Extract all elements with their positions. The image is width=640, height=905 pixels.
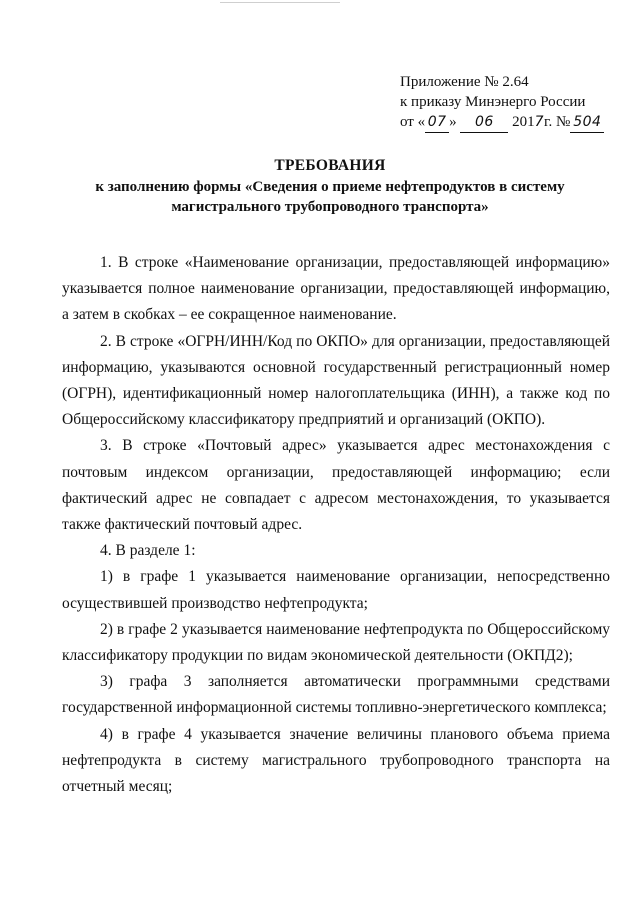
paragraph-4-item-4: 4) в графе 4 указывается значение величины планового объема приема нефтепродукта в систему магистрального трубопроводного транспорта на отчетный месяц; [62, 725, 610, 796]
paragraph-4-item-1: 1) в графе 1 указывается наименование организации, непосредственно осуществившей производство нефтепродукта; [62, 568, 610, 612]
order-day: 07 [425, 112, 449, 133]
order-date-line [400, 112, 610, 133]
order-number: 504 [570, 112, 604, 133]
document-heading [40, 156, 620, 217]
paragraph-1: 1. В строке «Наименование организации, предоставляющей информацию» указывается полное наименование организации, предоставляющей информацию, а затем в скобках – ее сокращенное наименование. [62, 254, 610, 324]
appendix-block [400, 72, 610, 133]
paragraph-4-item-3: 3) графа 3 заполняется автоматически программными средствами государственной информационной системы топливно-энергетического комплекса; [62, 673, 610, 717]
heading-title: ТРЕБОВАНИЯ [274, 157, 386, 174]
document-body [62, 250, 610, 800]
scan-edge-line [220, 2, 340, 3]
paragraph-2: 2. В строке «ОГРН/ИНН/Код по ОКПО» для организации, предоставляющей информацию, указываются основной государственный регистрационный номер (ОГРН), идентификационный номер налогоплательщика (ИНН), а также код по Общероссийскому классификатору предприятий и организаций (ОКПО). [62, 332, 610, 429]
heading-line-3: магистрального трубопроводного транспорта» [171, 199, 489, 215]
appendix-order-ref: к приказу Минэнерго России [400, 94, 586, 110]
paragraph-3: 3. В строке «Почтовый адрес» указывается адрес местонахождения с почтовым индексом организации, предоставляющей информацию; если фактический адрес не совпадает с адресом местонахождения, то указывается также фактический почтовый адрес. [62, 437, 610, 534]
paragraph-4: 4. В разделе 1: [100, 542, 196, 560]
order-year-suffix: г. № [544, 114, 571, 130]
order-month: 06 [460, 112, 508, 133]
order-from-mid: » [449, 114, 457, 130]
order-year-prefix: 201 [512, 114, 535, 130]
heading-line-2: к заполнению формы «Сведения о приеме нефтепродуктов в систему [95, 179, 565, 195]
order-year-digit: 7 [534, 114, 545, 130]
paragraph-4-item-2: 2) в графе 2 указывается наименование нефтепродукта по Общероссийскому классификатору продукции по видам экономической деятельности (ОКПД2); [62, 620, 610, 665]
appendix-number: Приложение № 2.64 [400, 74, 529, 90]
order-from-prefix: от « [400, 114, 426, 130]
